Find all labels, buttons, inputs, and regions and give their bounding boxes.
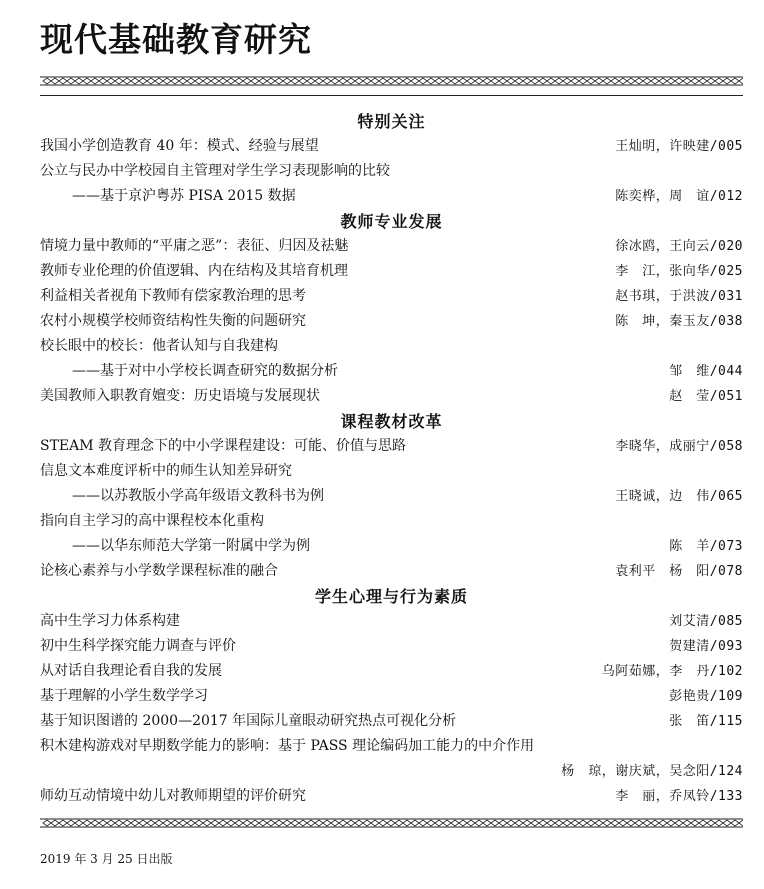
toc-entry: [40, 359, 743, 384]
article-title: 公立与民办中学校园自主管理对学生学习表现影响的比较: [40, 163, 390, 179]
ornament-border-bottom: [40, 818, 743, 828]
toc-entry: [40, 259, 743, 284]
toc-entry: [40, 184, 743, 209]
publish-date: 2019 年 3 月 25 日出版: [40, 852, 173, 866]
toc-entry: [40, 434, 743, 459]
author-page: 贺建清/093: [669, 639, 743, 654]
toc-entry: [40, 784, 743, 809]
toc-entry: [40, 384, 743, 409]
toc-entry: [40, 309, 743, 334]
journal-title: 现代基础教育研究: [40, 20, 312, 59]
toc-entry: [40, 559, 743, 584]
author-page: 李 丽，乔凤铃/133: [615, 789, 743, 804]
article-title: 校长眼中的校长：他者认知与自我建构: [40, 338, 278, 354]
toc-entry: [40, 484, 743, 509]
article-title: 师幼互动情境中幼儿对教师期望的评价研究: [40, 788, 306, 804]
section-heading: 教师专业发展: [340, 212, 443, 231]
table-of-contents: [40, 109, 743, 809]
author-page: 王晓诚，边 伟/065: [615, 489, 743, 504]
article-title: 初中生科学探究能力调查与评价: [40, 638, 236, 654]
author-page: 袁利平 杨 阳/078: [615, 564, 743, 579]
author-page: 陈 坤，秦玉友/038: [615, 314, 743, 329]
toc-entry: [40, 759, 743, 784]
toc-entry: [40, 734, 743, 759]
article-title: 情境力量中教师的“平庸之恶”：表征、归因及祛魅: [40, 238, 349, 254]
author-page: 李晓华，成丽宁/058: [615, 439, 743, 454]
article-title: 高中生学习力体系构建: [40, 613, 180, 629]
article-title: 论核心素养与小学数学课程标准的融合: [40, 563, 278, 579]
article-subtitle: ——以苏教版小学高年级语文教科书为例: [72, 488, 324, 504]
author-page: 徐冰鸥，王向云/020: [615, 239, 743, 254]
article-title: 指向自主学习的高中课程校本化重构: [40, 513, 264, 529]
toc-entry: [40, 159, 743, 184]
toc-entry: [40, 534, 743, 559]
article-title: 基于知识图谱的 2000—2017 年国际儿童眼动研究热点可视化分析: [40, 713, 457, 729]
author-page: 赵书琪，于洪波/031: [615, 289, 743, 304]
article-title: 积木建构游戏对早期数学能力的影响：基于 PASS 理论编码加工能力的中介作用: [40, 738, 535, 754]
article-subtitle: ——基于对中小学校长调查研究的数据分析: [72, 363, 338, 379]
article-title: 利益相关者视角下教师有偿家教治理的思考: [40, 288, 306, 304]
section-heading: 特别关注: [357, 112, 426, 131]
article-title: 美国教师入职教育嬗变：历史语境与发展现状: [40, 388, 320, 404]
toc-entry: [40, 134, 743, 159]
author-page: 邹 维/044: [669, 364, 743, 379]
header-rule: [40, 95, 743, 96]
toc-entry: [40, 509, 743, 534]
section-heading: 学生心理与行为素质: [314, 587, 468, 606]
author-page: 赵 莹/051: [669, 389, 743, 404]
section-heading: 课程教材改革: [340, 412, 443, 431]
toc-entry: [40, 659, 743, 684]
toc-entry: [40, 234, 743, 259]
article-title: 基于理解的小学生数学学习: [40, 688, 208, 704]
article-subtitle: ——基于京沪粤苏 PISA 2015 数据: [72, 188, 296, 204]
ornament-border-top: [40, 76, 743, 86]
toc-entry: [40, 709, 743, 734]
author-page: 彭艳贵/109: [669, 689, 743, 704]
article-title: 从对话自我理论看自我的发展: [40, 663, 222, 679]
author-page: 刘艾清/085: [669, 614, 743, 629]
toc-entry: [40, 284, 743, 309]
author-page: 乌阿茹娜，李 丹/102: [601, 664, 743, 679]
toc-entry: [40, 684, 743, 709]
toc-entry: [40, 634, 743, 659]
toc-entry: [40, 334, 743, 359]
toc-entry: [40, 459, 743, 484]
author-page: 杨 琼，谢庆斌，吴念阳/124: [561, 764, 743, 779]
author-page: 陈奕桦，周 谊/012: [615, 189, 743, 204]
article-title: 我国小学创造教育 40 年：模式、经验与展望: [40, 138, 319, 154]
article-title: 农村小规模学校师资结构性失衡的问题研究: [40, 313, 306, 329]
toc-entry: [40, 609, 743, 634]
author-page: 李 江，张向华/025: [615, 264, 743, 279]
author-page: 张 笛/115: [669, 714, 743, 729]
author-page: 陈 羊/073: [669, 539, 743, 554]
article-subtitle: ——以华东师范大学第一附属中学为例: [72, 538, 310, 554]
article-title: 教师专业伦理的价值逻辑、内在结构及其培育机理: [40, 263, 348, 279]
author-page: 王灿明，许映建/005: [615, 139, 743, 154]
article-title: STEAM 教育理念下的中小学课程建设：可能、价值与思路: [40, 438, 407, 454]
article-title: 信息文本难度评析中的师生认知差异研究: [40, 463, 292, 479]
